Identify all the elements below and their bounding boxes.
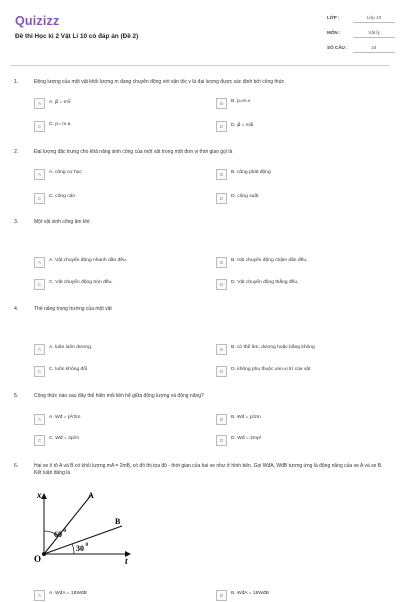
option-letter-box: A [34,257,45,268]
meta-value: Vật lý [368,30,380,35]
option-letter-box: C [34,121,45,132]
option-text: B. WđA = 18WđB [231,591,269,596]
option-text: B. Vật chuyển động chậm dần đều. [231,258,308,263]
answer-option[interactable] [34,366,194,378]
question-number: 1. [14,79,19,85]
degree-mark: 0 [63,529,66,534]
option-letter-box: A [34,590,45,601]
meta-value: 24 [371,45,377,50]
answer-option[interactable] [34,257,194,269]
option-text: A. p⃗ = mv⃗ [49,100,71,105]
option-letter-box: B [216,257,227,268]
option-letter-box: C [34,435,45,446]
option-letter-box: B [216,169,227,180]
option-text: C. Vật chuyển động tròn đều. [49,280,113,285]
option-letter-box: B [216,344,227,355]
question-number: 6. [14,463,19,469]
quizizz-logo: Quizizz [15,14,60,28]
option-text: B. Wđ = p/2m [231,415,261,420]
option-letter-box: B [216,98,227,109]
question-number: 4. [14,306,19,312]
answer-option[interactable] [216,257,376,269]
x-axis-label: t [125,556,128,566]
answer-option[interactable] [216,279,376,291]
option-text: B. p=m.v [231,99,251,104]
option-letter-box: D [216,121,227,132]
option-letter-box: C [34,279,45,290]
option-letter-box: D [216,279,227,290]
meta-underline [353,52,395,53]
worksheet-title: Đề thi Học kì 2 Vật Lí 10 có đáp án (Đề 2) [15,33,139,40]
question-number: 2. [14,149,19,155]
answer-option[interactable] [34,279,194,291]
answer-option[interactable] [216,590,376,602]
option-letter-box: A [34,414,45,425]
option-text: D. Wđ = 2mp² [231,436,262,441]
option-text: C. công cản [49,194,76,199]
option-letter-box: D [216,435,227,446]
answer-option[interactable] [216,366,376,378]
answer-option[interactable] [34,169,194,181]
question-text: Hai xe ô tô A và B có khối lượng mA = 2mB, có đồ thị tọa độ - thời gian của hai xe như ở hình bên. Gọi WđA, WđB tương ứng là động năng của xe A và xe B. Kết luận đúng là [34,463,383,476]
answer-option[interactable] [216,193,376,205]
meta-value: Lớp 10 [366,15,382,20]
question-number: 3. [14,219,19,225]
option-text: D. không phụ thuộc vào vị trí của vật [231,367,311,372]
option-text: A. công cơ học [49,170,82,175]
option-text: B. có thể âm, dương hoặc bằng không [231,345,315,350]
option-text: D. Vật chuyển động thẳng đều. [231,280,299,285]
answer-option[interactable] [216,414,376,426]
question-text: Đại lượng đặc trưng cho khả năng sinh công của một vật trong một đơn vị thời gian gọi là [34,149,233,155]
option-letter-box: C [34,193,45,204]
option-letter-box: B [216,590,227,601]
option-text: C. luôn không đổi [49,367,88,372]
answer-option[interactable] [216,344,376,356]
angle-arc-b [72,544,74,554]
answer-option[interactable] [34,414,194,426]
meta-label: LỚP : [327,15,340,20]
degree-mark: 0 [85,543,88,548]
option-letter-box: A [34,169,45,180]
angle-a-label: 60 [54,530,62,539]
meta-label: MÔN : [327,30,341,35]
option-text: D. công suất [231,194,259,199]
answer-option[interactable] [34,193,194,205]
position-time-graph [34,490,134,566]
line-b-label: B [115,517,121,526]
option-text: B. công phát động [231,170,271,175]
option-letter-box: A [34,344,45,355]
origin-label: O [34,554,42,564]
line-a-label: A [88,491,94,500]
origin-point [42,552,46,556]
answer-option[interactable] [34,121,194,133]
answer-option[interactable] [34,344,194,356]
option-letter-box: D [216,193,227,204]
option-letter-box: D [216,366,227,377]
question-text: Động lượng của một vật khối lượng m đang chuyển động với vận tốc v là đại lượng được xác định bởi công thức [34,79,285,85]
option-letter-box: A [34,98,45,109]
meta-label: SỐ CÂU : [327,45,348,50]
answer-option[interactable] [34,98,194,110]
option-letter-box: B [216,414,227,425]
y-axis-label: x [37,490,42,500]
question-text: Thế năng trọng trường của một vật [34,306,112,312]
answer-option[interactable] [216,98,376,110]
option-text: A. WđA = 18WđB [49,591,87,596]
meta-underline [353,22,395,23]
option-letter-box: C [34,366,45,377]
answer-option[interactable] [216,121,376,133]
answer-option[interactable] [216,169,376,181]
meta-underline [353,37,395,38]
option-text: A. luôn luôn dương. [49,345,93,350]
question-text: Một vật sinh công âm khi: [34,219,91,225]
option-text: C. Wđ = 2p/m [49,436,80,441]
option-text: A. Vật chuyển động nhanh dần đều. [49,258,128,263]
option-text: A. Wđ = p²/2m [49,415,81,420]
answer-option[interactable] [34,590,194,602]
question-number: 5. [14,393,19,399]
header-divider [10,65,390,66]
option-text: C. p= m.a [49,122,71,127]
option-text: D. p⃗ = ma⃗ [231,123,253,128]
answer-option[interactable] [216,435,376,447]
answer-option[interactable] [34,435,194,447]
angle-b-label: 30 [76,544,84,553]
question-text: Công thức nào sau đây thể hiện mối liên hệ giữa động lượng và động năng? [34,393,204,399]
